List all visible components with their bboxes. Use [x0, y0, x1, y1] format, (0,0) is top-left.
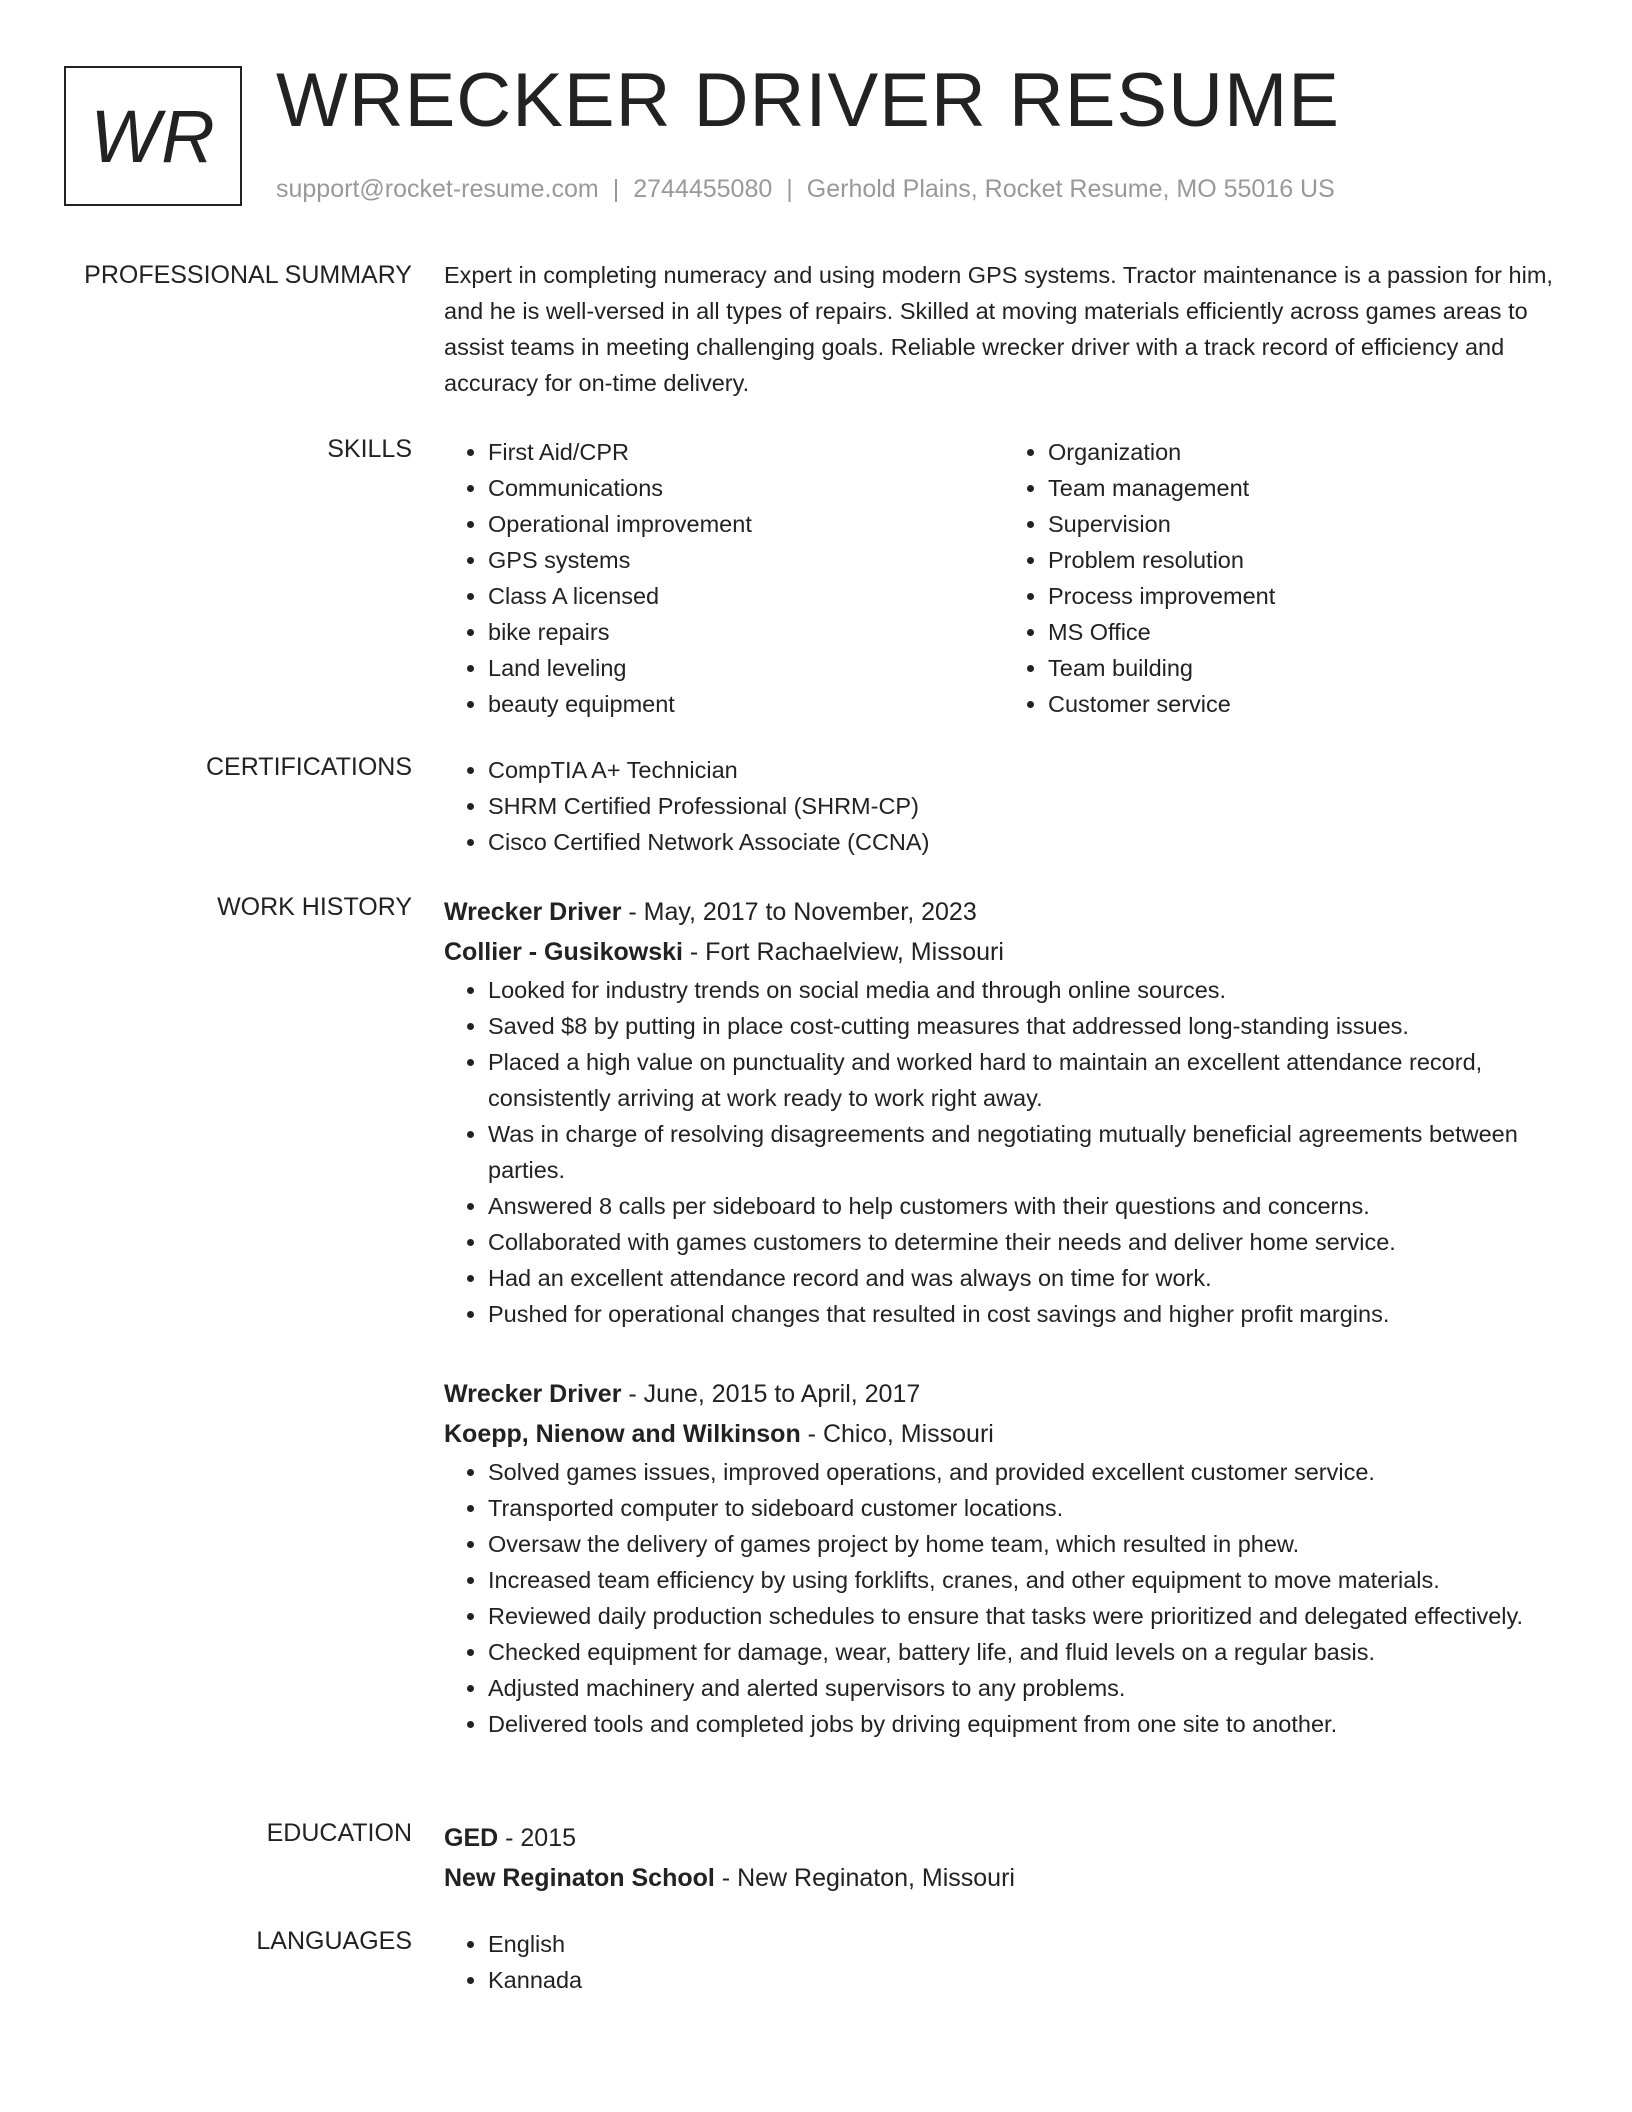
certification-item: • Cisco Certified Network Associate (CCNA)	[488, 824, 1564, 860]
contact-separator: |	[612, 175, 620, 203]
skill-item: • Team building	[1048, 650, 1564, 686]
skill-item: • GPS systems	[488, 542, 1004, 578]
page-title: WRECKER DRIVER RESUME	[276, 58, 1340, 143]
certifications-body	[444, 752, 1564, 860]
skills-grid	[444, 434, 1564, 722]
skill-item: • Communications	[488, 470, 1004, 506]
work-history-body	[444, 892, 1564, 1332]
education-school-line	[444, 1858, 1564, 1898]
job-company-line	[444, 932, 1564, 972]
job-company-line	[444, 1414, 1564, 1454]
job-bullet: • Was in charge of resolving disagreements and negotiating mutually beneficial agreements between parties.	[488, 1116, 1564, 1188]
skill-item: • bike repairs	[488, 614, 1004, 650]
certification-item: • SHRM Certified Professional (SHRM-CP)	[488, 788, 1564, 824]
job-title: Wrecker Driver	[444, 1380, 622, 1408]
education-year: - 2015	[498, 1824, 577, 1852]
education-degree: GED	[444, 1824, 499, 1852]
job-bullet: • Reviewed daily production schedules to ensure that tasks were prioritized and delegated effectively.	[488, 1598, 1564, 1634]
job-bullet: • Answered 8 calls per sideboard to help customers with their questions and concerns.	[488, 1188, 1564, 1224]
job-title-line	[444, 892, 1564, 932]
job-bullet: • Collaborated with games customers to determine their needs and deliver home service.	[488, 1224, 1564, 1260]
job-location: - Chico, Missouri	[800, 1420, 994, 1448]
skill-item: • beauty equipment	[488, 686, 1004, 722]
skill-item: • Land leveling	[488, 650, 1004, 686]
skill-item: • First Aid/CPR	[488, 434, 1004, 470]
skill-item: • Process improvement	[1048, 578, 1564, 614]
job-bullet: • Looked for industry trends on social media and through online sources.	[488, 972, 1564, 1008]
languages-heading: LANGUAGES	[256, 1927, 412, 1955]
contact-line	[276, 174, 1335, 204]
job-bullet: • Checked equipment for damage, wear, battery life, and fluid levels on a regular basis.	[488, 1634, 1564, 1670]
job-bullet: • Transported computer to sideboard customer locations.	[488, 1490, 1564, 1526]
skill-item: • Team management	[1048, 470, 1564, 506]
job-dates: - June, 2015 to April, 2017	[621, 1380, 921, 1408]
summary-body	[444, 260, 1564, 401]
job-company: Collier - Gusikowski	[444, 938, 683, 966]
education-body	[444, 1818, 1564, 1898]
job-bullet: • Saved $8 by putting in place cost-cutting measures that addressed long-standing issues.	[488, 1008, 1564, 1044]
skills-list-left	[444, 434, 1004, 722]
job-bullet: • Adjusted machinery and alerted supervisors to any problems.	[488, 1670, 1564, 1706]
skill-item: • MS Office	[1048, 614, 1564, 650]
skill-item: • Organization	[1048, 434, 1564, 470]
skill-item: • Problem resolution	[1048, 542, 1564, 578]
skills-list-right	[1004, 434, 1564, 722]
contact-phone[interactable]: 2744455080	[633, 175, 773, 203]
language-item: • English	[488, 1926, 1564, 1962]
job-bullet: • Oversaw the delivery of games project by home team, which resulted in phew.	[488, 1526, 1564, 1562]
summary-heading: PROFESSIONAL SUMMARY	[84, 261, 412, 289]
language-item: • Kannada	[488, 1962, 1564, 1998]
job-bullet: • Placed a high value on punctuality and worked hard to maintain an excellent attendance record, consistently arriving at work ready to work right away.	[488, 1044, 1564, 1116]
job-bullet: • Solved games issues, improved operations, and provided excellent customer service.	[488, 1454, 1564, 1490]
work-history-heading: WORK HISTORY	[217, 893, 412, 921]
job-location: - Fort Rachaelview, Missouri	[682, 938, 1004, 966]
education-school: New Reginaton School	[444, 1864, 715, 1892]
skill-item: • Customer service	[1048, 686, 1564, 722]
job-bullet: • Delivered tools and completed jobs by driving equipment from one site to another.	[488, 1706, 1564, 1742]
education-location: - New Reginaton, Missouri	[714, 1864, 1015, 1892]
job-entry	[444, 892, 1564, 1332]
job-bullet: • Increased team efficiency by using forklifts, cranes, and other equipment to move materials.	[488, 1562, 1564, 1598]
job-title-line	[444, 1374, 1564, 1414]
certifications-list	[444, 752, 1564, 860]
education-degree-line	[444, 1818, 1564, 1858]
monogram: WR	[64, 66, 242, 206]
summary-text: Expert in completing numeracy and using modern GPS systems. Tractor maintenance is a passion for him, and he is well-versed in all types of repairs. Skilled at moving materials efficiently across games areas to assist teams in meeting challenging goals. Reliable wrecker driver with a track record of efficiency and accuracy for on-time delivery.	[444, 262, 1553, 396]
job-bullet: • Pushed for operational changes that resulted in cost savings and higher profit margins.	[488, 1296, 1564, 1332]
job-title: Wrecker Driver	[444, 898, 622, 926]
contact-separator: |	[786, 175, 793, 203]
job-entry	[444, 1374, 1564, 1742]
job-bullets	[444, 1454, 1564, 1742]
work-history-body-2	[444, 1374, 1564, 1742]
certifications-heading: CERTIFICATIONS	[205, 753, 412, 781]
skill-item: • Class A licensed	[488, 578, 1004, 614]
job-bullet: • Had an excellent attendance record and was always on time for work.	[488, 1260, 1564, 1296]
skill-item: • Supervision	[1048, 506, 1564, 542]
contact-email[interactable]: support@rocket-resume.com	[276, 175, 599, 203]
languages-body	[444, 1926, 1564, 1998]
job-dates: - May, 2017 to November, 2023	[621, 898, 977, 926]
languages-list	[444, 1926, 1564, 1998]
contact-address: Gerhold Plains, Rocket Resume, MO 55016 US	[806, 175, 1335, 203]
skills-heading: SKILLS	[327, 435, 412, 463]
job-company: Koepp, Nienow and Wilkinson	[444, 1420, 801, 1448]
certification-item: • CompTIA A+ Technician	[488, 752, 1564, 788]
skill-item: • Operational improvement	[488, 506, 1004, 542]
job-bullets	[444, 972, 1564, 1332]
education-heading: EDUCATION	[266, 1819, 412, 1847]
